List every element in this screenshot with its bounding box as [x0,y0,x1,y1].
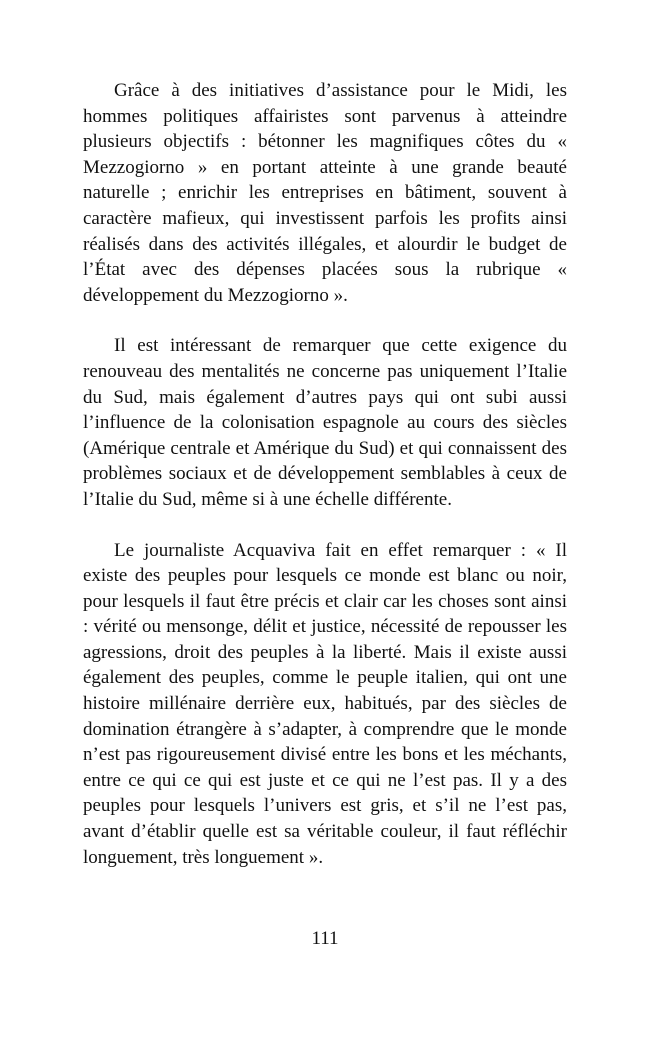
paragraph: Le journaliste Acquaviva fait en effet remarquer : « Il existe des peuples pour lesquels ce monde est blanc ou noir, pour lesquels il faut être précis et clair car les choses sont ainsi : vérité ou mensonge, délit et justice, nécessité de repousser les agressions, droit des peuples à la liberté. Mais il existe aussi également des peuples, comme le peuple italien, qui ont une histoire millénaire derrière eux, habitués, par des siècles de domination étrangère à s’adapter, à comprendre que le monde n’est pas rigoureusement divisé entre les bons et les méchants, entre ce qui ce qui est juste et ce qui ne l’est pas. Il y a des peuples pour lesquels l’univers est gris, et s’il ne l’est pas, avant d’établir quelle est sa véritable couleur, il faut réfléchir longuement, très longuement ». [83,539,567,868]
paragraph: Grâce à des initiatives d’assistance pour le Midi, les hommes politiques affairistes sont parvenus à atteindre plusieurs objectifs : bétonner les magnifiques côtes du « Mezzogiorno » en portant atteinte à une grande beauté naturelle ; enrichir les entreprises en bâtiment, souvent à caractère mafieux, qui investissent parfois les profits ainsi réalisés dans des activités illégales, et alourdir le budget de l’État avec des dépenses placées sous la rubrique « développement du Mezzogiorno ». [83,80,567,306]
page-body [83,78,567,870]
paragraph: Il est intéressant de remarquer que cette exigence du renouveau des mentalités ne concerne pas uniquement l’Italie du Sud, mais également d’autres pays qui ont subi aussi l’influence de la colonisation espagnole au cours des siècles (Amérique centrale et Amérique du Sud) et qui connaissent des problèmes sociaux et de développement semblables à ceux de l’Italie du Sud, même si à une échelle différente. [83,335,567,510]
page-number: 111 [311,928,339,949]
